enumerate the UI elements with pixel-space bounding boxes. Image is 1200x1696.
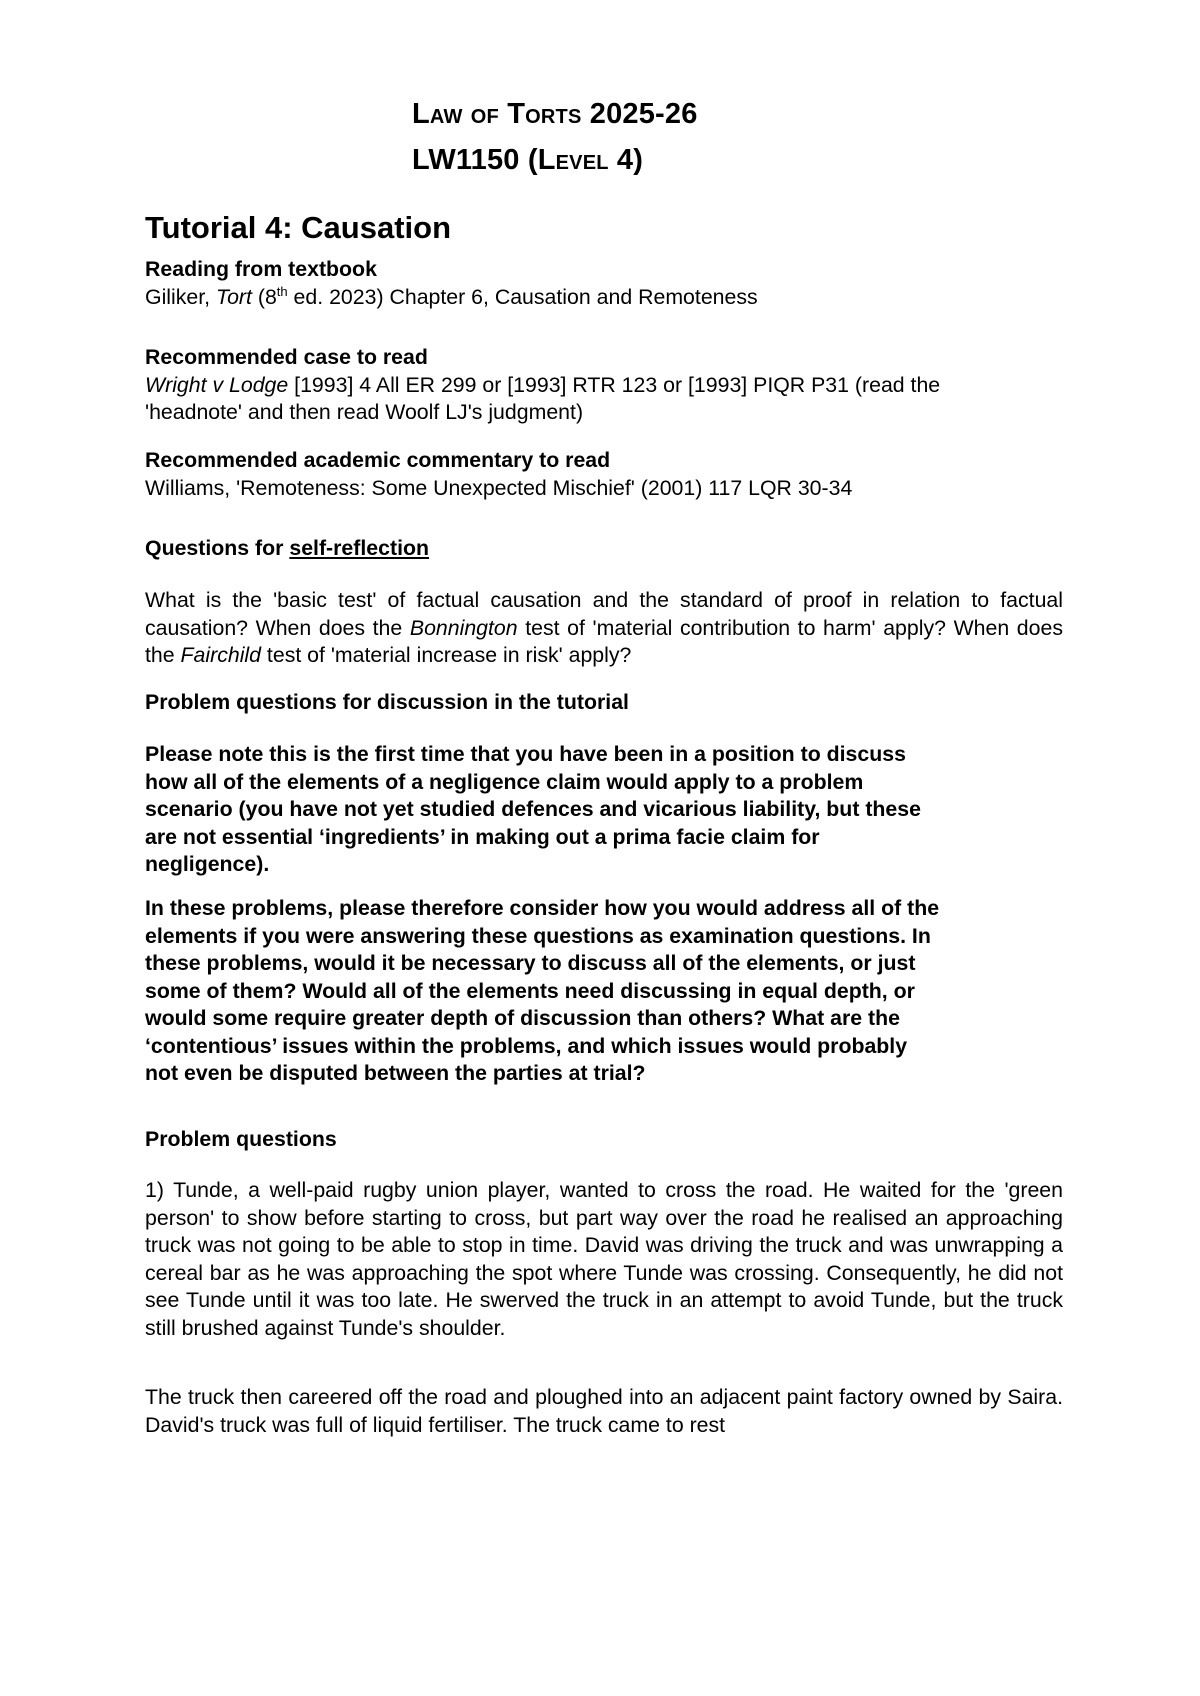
case-bonnington: Bonnington: [409, 615, 518, 640]
instructions-line: In these problems, please therefore consider how you would address all of the: [145, 896, 940, 920]
commentary-text: Williams, 'Remoteness: Some Unexpected Mischief' (2001) 117 LQR 30-34: [145, 475, 853, 500]
problem-1-paragraph-2: The truck then careered off the road and ploughed into an adjacent paint factory owned by Saira. David's truck was full of liquid fertiliser. The truck came to rest: [145, 1385, 1063, 1437]
discussion-note: [145, 741, 1063, 879]
self-reflection-text: What is the 'basic test' of factual causation and the standard of proof in relation to factual causation? When does the Bonnington test of 'material contribution to harm' apply? When does the Fairchild test of 'material increase in risk' apply?: [145, 588, 1063, 667]
problems-heading: Problem questions: [145, 1127, 337, 1151]
instructions-line: would some require greater depth of discussion than others? What are the: [145, 1006, 900, 1030]
case-line-1: [145, 372, 1063, 400]
case-name: Wright v Lodge: [145, 372, 289, 397]
reading-author: Giliker,: [145, 284, 217, 309]
problem-1-paragraph-1: 1) Tunde, a well-paid rugby union player, wanted to cross the road. He waited for the 'green person' to show before starting to cross, but part way over the road he realised an approaching truck was not going to be able to stop in time. David was driving the truck and was unwrapping a cereal bar as he was approaching the spot where Tunde was crossing. Consequently, he did not see Tunde until it was too late. He swerved the truck in an attempt to avoid Tunde, but the truck still brushed against Tunde's shoulder.: [145, 1178, 1063, 1340]
tutorial-title: Tutorial 4: Causation: [145, 210, 452, 245]
note-line: negligence).: [145, 852, 270, 876]
case-citation-1: [1993] 4 All ER 299 or [1993] RTR 123 or [1993] PIQR P31 (read the: [288, 372, 941, 397]
note-line: how all of the elements of a negligence claim would apply to a problem: [145, 769, 864, 794]
note-line: are not essential ‘ingredients’ in making out a prima facie claim for: [145, 824, 820, 849]
instructions-line: these problems, would it be necessary to discuss all of the elements, or just: [145, 951, 916, 975]
discussion-heading: Problem questions for discussion in the tutorial: [145, 690, 629, 714]
instructions-line: some of them? Would all of the elements need discussing in equal depth, or: [145, 978, 915, 1003]
reading-edition-sup: th: [276, 283, 288, 299]
instructions-line: not even be disputed between the parties at trial?: [145, 1061, 646, 1085]
case-section: [145, 344, 1063, 427]
discussion-instructions: [145, 895, 1063, 1088]
note-line: Please note this is the first time that you have been in a position to discuss: [145, 742, 906, 766]
case-fairchild: Fairchild: [180, 643, 262, 667]
instructions-line: elements if you were answering these questions as examination questions. In: [145, 923, 931, 948]
self-reflection-heading: [145, 535, 1063, 563]
commentary-section: [145, 447, 1063, 502]
reading-text: [145, 284, 1063, 312]
reading-edition-pre: (8: [251, 284, 277, 309]
course-title: Law of Torts 2025-26: [412, 98, 698, 130]
reading-book-title: Tort: [216, 284, 252, 309]
instructions-line: ‘contentious’ issues within the problems, and which issues would probably: [145, 1033, 908, 1058]
case-heading: Recommended case to read: [145, 345, 428, 369]
case-citation-2: 'headnote' and then read Woolf LJ's judgment): [145, 400, 584, 424]
self-reflection-heading-underlined: self-reflection: [289, 536, 430, 560]
course-code: LW1150 (Level 4): [412, 144, 644, 176]
reading-heading: Reading from textbook: [145, 257, 377, 281]
note-line: scenario (you have not yet studied defences and vicarious liability, but these: [145, 797, 921, 821]
commentary-heading: Recommended academic commentary to read: [145, 448, 611, 472]
reading-edition-post: ed. 2023) Chapter 6, Causation and Remoteness: [287, 284, 758, 309]
self-reflection-heading-pre: Questions for: [145, 536, 290, 560]
reading-section: [145, 256, 1063, 311]
